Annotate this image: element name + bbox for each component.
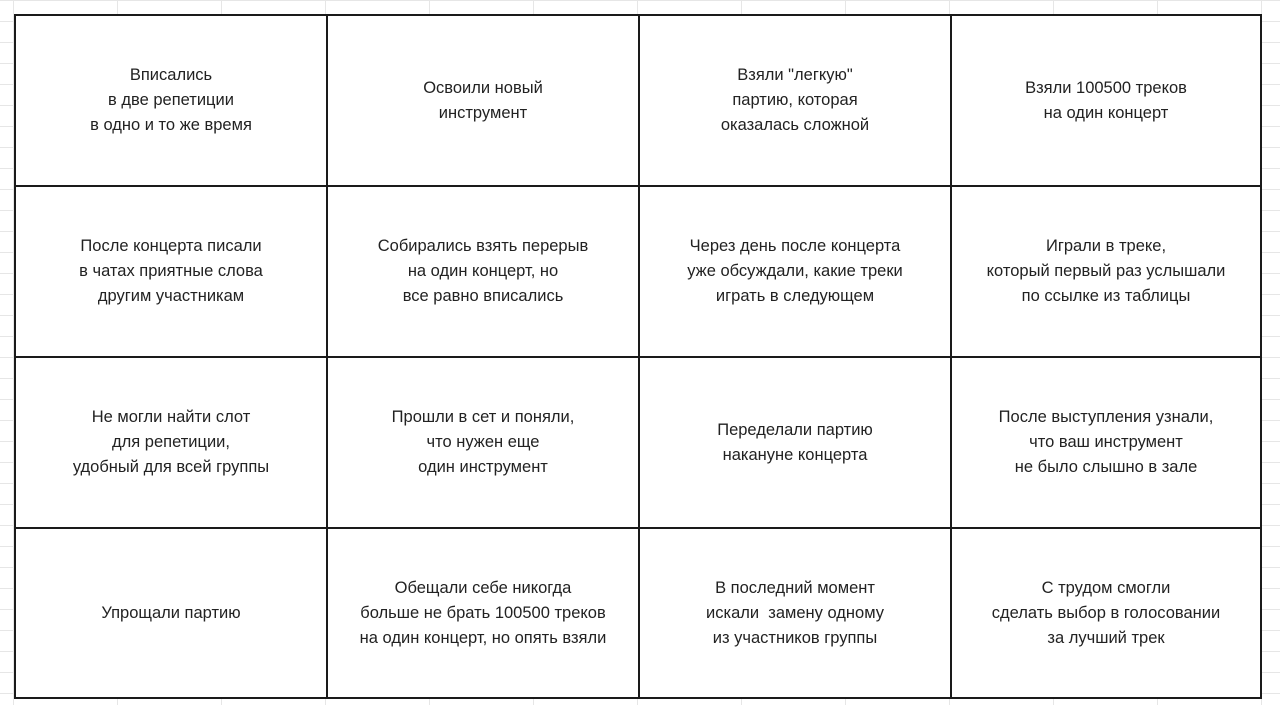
cell-text-line: один инструмент <box>418 458 548 476</box>
cell-text-line: больше не брать 100500 треков <box>360 603 606 622</box>
bingo-cell[interactable] <box>326 527 638 699</box>
cell-text-line: Упрощали партию <box>101 603 241 622</box>
cell-text-line: Не могли найти слот <box>91 408 251 426</box>
cell-text-line: Обещали себе никогда <box>394 578 572 597</box>
cell-text-line: уже обсуждали, какие треки <box>687 262 903 280</box>
cell-text-line: После выступления узнали, <box>998 408 1214 426</box>
cell-text-line: Взяли 100500 треков <box>1025 78 1187 97</box>
cell-text-line: С трудом смогли <box>1041 578 1171 597</box>
cell-text-line: все равно вписались <box>402 287 564 305</box>
bingo-cell[interactable] <box>638 14 950 185</box>
cell-text-line: Собирались взять перерыв <box>377 237 589 255</box>
cell-text-line: В последний момент <box>715 578 875 597</box>
cell-text-line: сделать выбор в голосовании <box>991 603 1221 622</box>
cell-text-line: который первый раз услышали <box>986 262 1226 280</box>
cell-text-line: не было слышно в зале <box>1014 458 1198 476</box>
cell-text-line: другим участникам <box>97 287 245 305</box>
cell-text-line: После концерта писали <box>80 237 262 255</box>
cell-text-line: партию, которая <box>732 91 858 109</box>
cell-text-line: оказалась сложной <box>720 116 870 134</box>
bingo-cell[interactable] <box>950 185 1262 356</box>
cell-text-line: для репетиции, <box>112 433 230 451</box>
cell-text-line: в две репетиции <box>108 91 234 109</box>
cell-text-line: Переделали партию <box>717 420 873 439</box>
cell-text-line: из участников группы <box>712 628 878 647</box>
cell-text-line: на один концерт, но <box>407 262 559 280</box>
cell-text-line: удобный для всей группы <box>72 458 270 476</box>
cell-text-line: Прошли в сет и поняли, <box>391 408 575 426</box>
cell-text-line: Освоили новый <box>423 78 543 97</box>
cell-text-line: на один концерт, но опять взяли <box>359 628 607 647</box>
bingo-cell[interactable] <box>638 185 950 356</box>
bingo-cell[interactable] <box>326 356 638 527</box>
cell-text-line: Играли в треке, <box>1045 237 1167 255</box>
bingo-cell[interactable] <box>638 356 950 527</box>
bingo-cell[interactable] <box>14 185 326 356</box>
cell-text-line: на один концерт <box>1043 103 1169 122</box>
cell-text-line: в чатах приятные слова <box>79 262 263 280</box>
cell-text-line: Через день после концерта <box>689 237 901 255</box>
cell-text-line: в одно и то же время <box>90 116 252 134</box>
bingo-grid <box>14 14 1262 699</box>
cell-text-line: Взяли "легкую" <box>737 66 853 84</box>
bingo-cell[interactable] <box>14 14 326 185</box>
cell-text-line: инструмент <box>438 103 528 122</box>
cell-text-line: играть в следующем <box>715 287 875 305</box>
cell-text-line: искали замену одному <box>706 603 884 622</box>
cell-text-line: что ваш инструмент <box>1029 433 1183 451</box>
cell-text-line: Вписались <box>129 66 213 84</box>
bingo-cell[interactable] <box>638 527 950 699</box>
bingo-cell[interactable] <box>950 527 1262 699</box>
bingo-cell[interactable] <box>326 185 638 356</box>
bingo-cell[interactable] <box>14 527 326 699</box>
bingo-cell[interactable] <box>14 356 326 527</box>
cell-text-line: накануне концерта <box>722 445 868 464</box>
bingo-cell[interactable] <box>950 356 1262 527</box>
cell-text-line: что нужен еще <box>426 433 540 451</box>
bingo-cell[interactable] <box>326 14 638 185</box>
cell-text-line: по ссылке из таблицы <box>1021 287 1191 305</box>
cell-text-line: за лучший трек <box>1047 628 1165 647</box>
bingo-cell[interactable] <box>950 14 1262 185</box>
